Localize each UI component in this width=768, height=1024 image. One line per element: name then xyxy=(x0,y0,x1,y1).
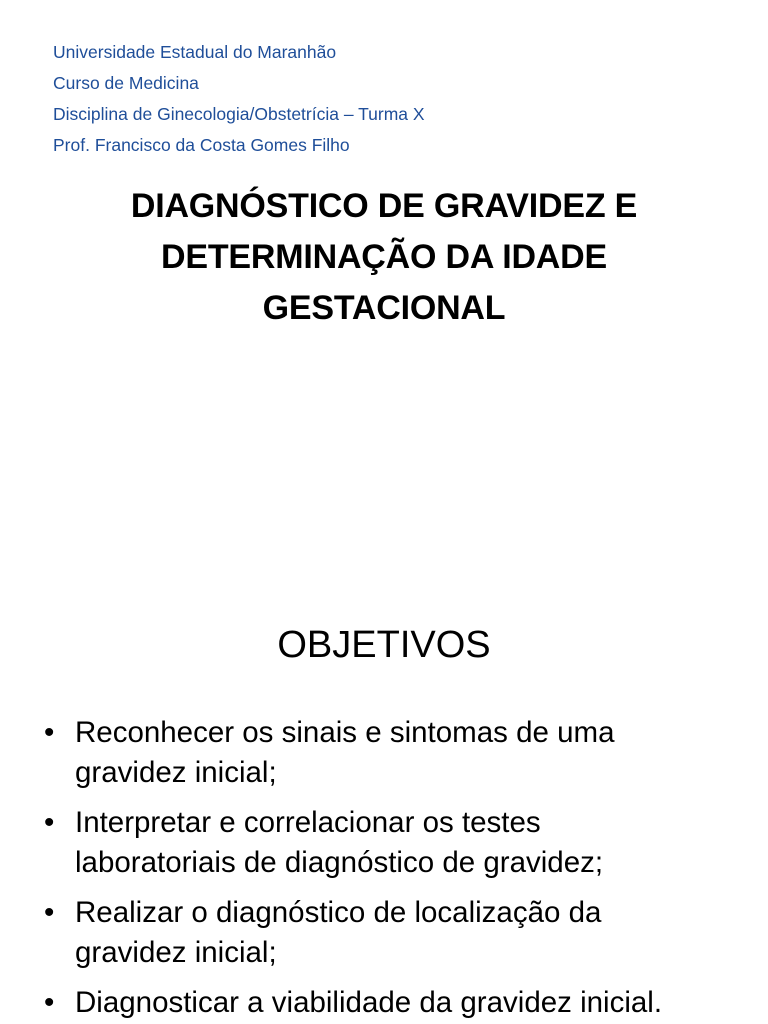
objective-line: Realizar o diagnóstico de localização da xyxy=(75,896,602,929)
title-line: DIAGNÓSTICO DE GRAVIDEZ E xyxy=(130,187,638,225)
presentation-title xyxy=(40,181,728,334)
objectives-title: OBJETIVOS xyxy=(277,624,491,666)
objective-item xyxy=(44,893,764,973)
professor-name: Prof. Francisco da Costa Gomes Filho xyxy=(53,135,350,155)
objective-text xyxy=(75,893,764,973)
title-line: GESTACIONAL xyxy=(262,289,506,327)
objective-line: Diagnosticar a viabilidade da gravidez inicial. xyxy=(75,986,663,1019)
objective-item xyxy=(44,983,764,1023)
bullet-icon: • xyxy=(44,896,55,929)
objective-line: Reconhecer os sinais e sintomas de uma xyxy=(75,716,615,749)
objectives-list xyxy=(44,713,764,1024)
objective-text xyxy=(75,803,764,883)
objectives-slide xyxy=(0,576,768,1024)
bullet-icon: • xyxy=(44,986,55,1019)
objective-line: gravidez inicial; xyxy=(75,756,277,789)
objective-line: laboratoriais de diagnóstico de gravidez; xyxy=(75,846,604,879)
university-name: Universidade Estadual do Maranhão xyxy=(53,42,337,62)
bullet-icon: • xyxy=(44,806,55,839)
course-name: Curso de Medicina xyxy=(53,73,199,93)
title-line: DETERMINAÇÃO DA IDADE xyxy=(161,238,607,276)
objective-text xyxy=(75,983,764,1023)
objective-line: Interpretar e correlacionar os testes xyxy=(75,806,541,839)
objective-line: gravidez inicial; xyxy=(75,936,277,969)
objective-text xyxy=(75,713,764,793)
institution-header xyxy=(53,37,425,161)
objective-item xyxy=(44,713,764,793)
discipline-name: Disciplina de Ginecologia/Obstetrícia – Turma X xyxy=(53,104,425,124)
objective-item xyxy=(44,803,764,883)
bullet-icon: • xyxy=(44,716,55,749)
